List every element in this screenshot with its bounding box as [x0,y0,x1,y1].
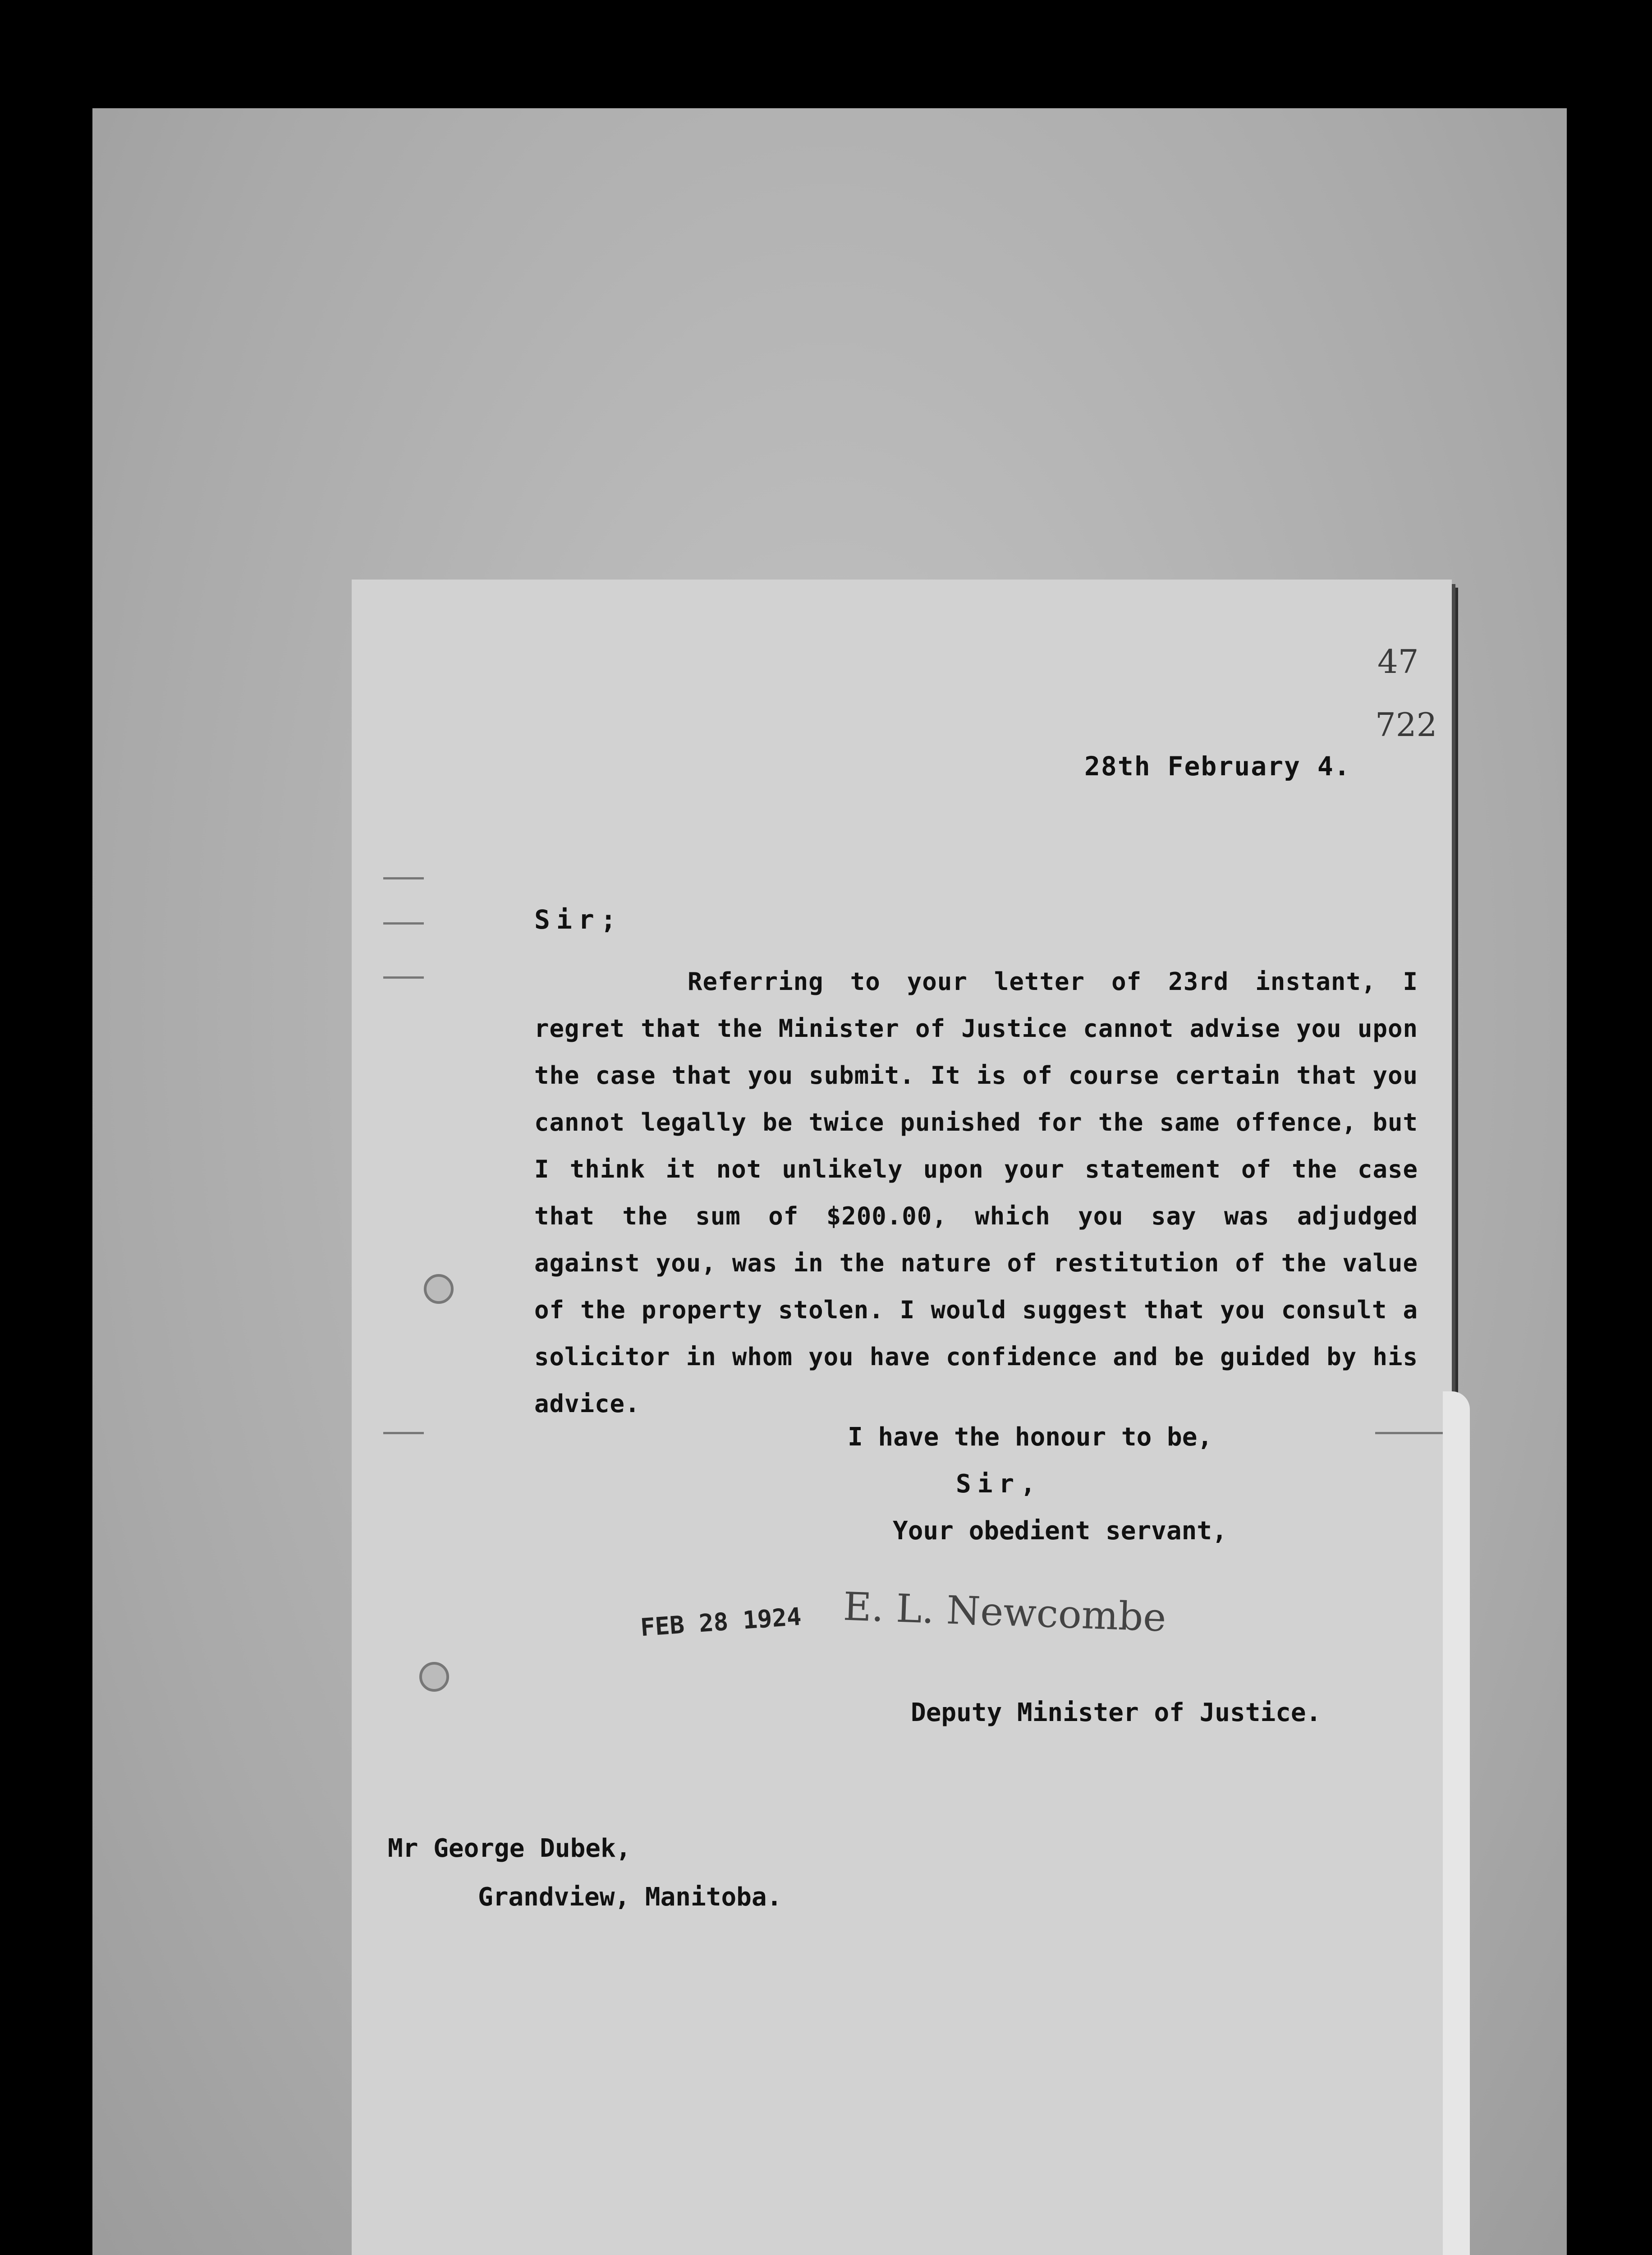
folio-number-bottom: 722 [1375,706,1437,744]
letter-body [534,958,1418,1427]
received-date-stamp: FEB 28 1924 [639,1602,803,1642]
binder-hole [424,1274,454,1304]
closing-line-2: Sir, [956,1469,1042,1499]
letter-date: 28th February 4. [1084,751,1351,782]
sheet-curl [1443,1391,1470,2255]
body-paragraph: Referring to your letter of 23rd instant, I regret that the Minister of Justice cannot advise you upon the case that you submit. It is of course certain that you cannot legally be twice punished for the same offence, but I think it not unlikely upon your statement of the case that the sum of $200.00, which you say was adjudged against you, was in the nature of restitution of the value of the property stolen. I would suggest that you consult a solicitor in whom you have confidence and be guided by his advice. [534,967,1418,1418]
closing-line-3: Your obedient servant, [893,1516,1227,1546]
microfilm-frame [92,108,1567,2255]
signer-title: Deputy Minister of Justice. [911,1698,1322,1727]
recipient-address [388,1824,782,1922]
margin-mark [1375,1432,1443,1434]
recipient-line-1: Mr George Dubek, [388,1834,631,1863]
folio-number-top: 47 [1377,643,1419,681]
margin-mark [383,922,424,925]
closing-line-1: I have the honour to be, [848,1422,1213,1452]
margin-mark [383,877,424,879]
recipient-line-2: Grandview, Manitoba. [478,1882,782,1912]
salutation: Sir; [534,904,623,935]
margin-mark [383,1432,424,1434]
letter-sheet [352,580,1452,2255]
signature: E. L. Newcombe [842,1584,1167,1641]
binder-hole [419,1662,449,1692]
closing-block [848,1414,1227,1555]
margin-mark [383,976,424,979]
